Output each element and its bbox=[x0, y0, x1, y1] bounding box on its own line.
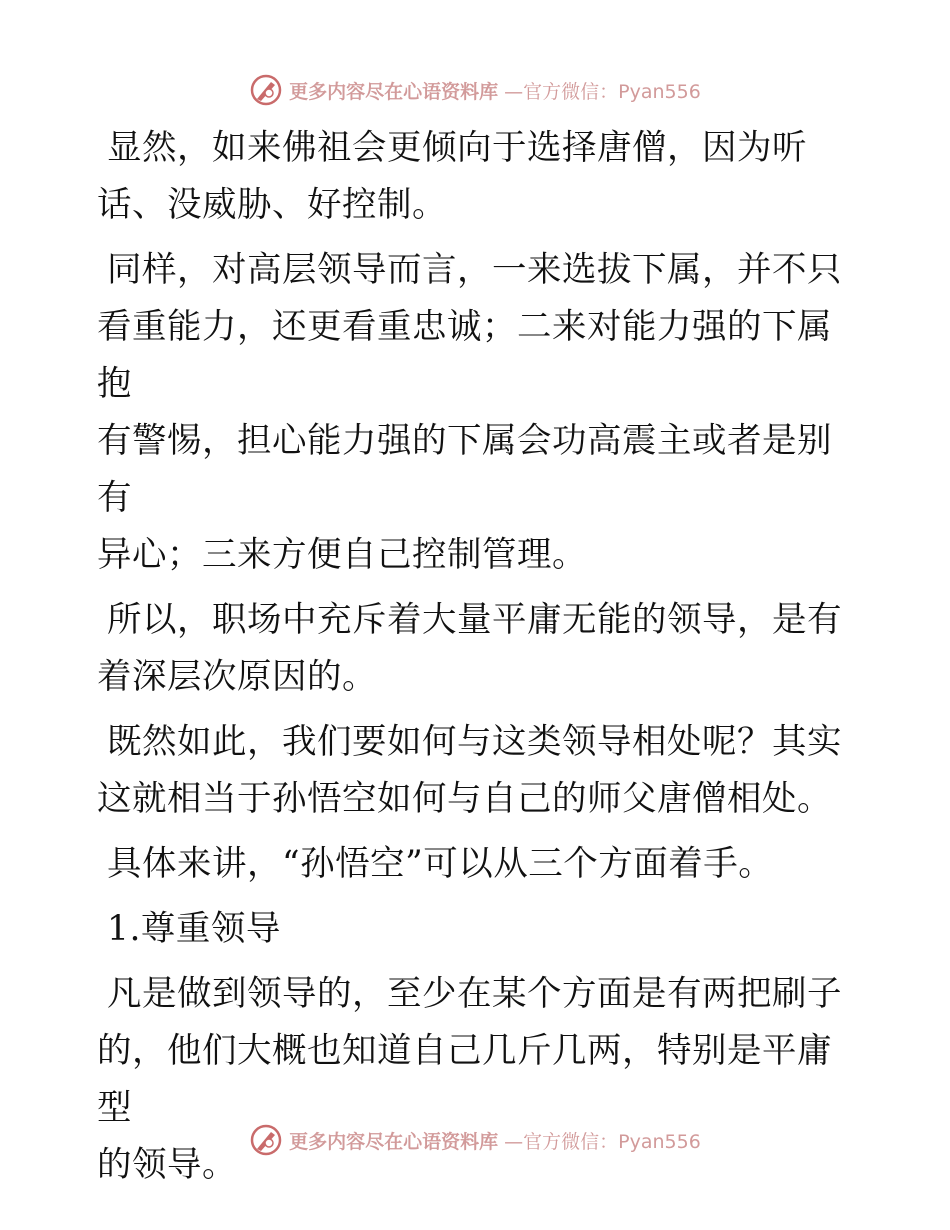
watermark-contact: —官方微信：Pyan556 bbox=[504, 80, 701, 103]
paragraph: 所以，职场中充斥着大量平庸无能的领导，是有 着深层次原因的。 bbox=[97, 600, 842, 697]
paragraph: 凡是做到领导的，至少在某个方面是有两把刷子 的，他们大概也知道自己几斤几两，特别是平庸型 的领导。 bbox=[97, 974, 842, 1185]
document-body bbox=[97, 120, 857, 1202]
paragraph: 显然，如来佛祖会更倾向于选择唐僧，因为听 话、没威胁、好控制。 bbox=[97, 128, 807, 225]
footer-watermark bbox=[0, 1120, 950, 1160]
watermark-text: 更多内容尽在心语资料库 bbox=[289, 80, 499, 103]
paragraph: 具体来讲，“孙悟空”可以从三个方面着手。 bbox=[107, 844, 774, 884]
paragraph: 同样，对高层领导而言，一来选拔下属，并不只 看重能力，还更看重忠诚；二来对能力强的下属抱 有警惕，担心能力强的下属会功高震主或者是别有 异心；三来方便自己控制管理。 bbox=[97, 250, 842, 575]
header-watermark bbox=[0, 70, 950, 110]
pen-logo-icon bbox=[249, 73, 283, 107]
watermark-text: 更多内容尽在心语资料库 bbox=[289, 1130, 499, 1153]
paragraph: 既然如此，我们要如何与这类领导相处呢？其实 这就相当于孙悟空如何与自己的师父唐僧相处。 bbox=[97, 722, 842, 819]
watermark-contact: —官方微信：Pyan556 bbox=[504, 1130, 701, 1153]
pen-logo-icon bbox=[249, 1123, 283, 1157]
section-heading: 1.尊重领导 bbox=[107, 909, 281, 949]
